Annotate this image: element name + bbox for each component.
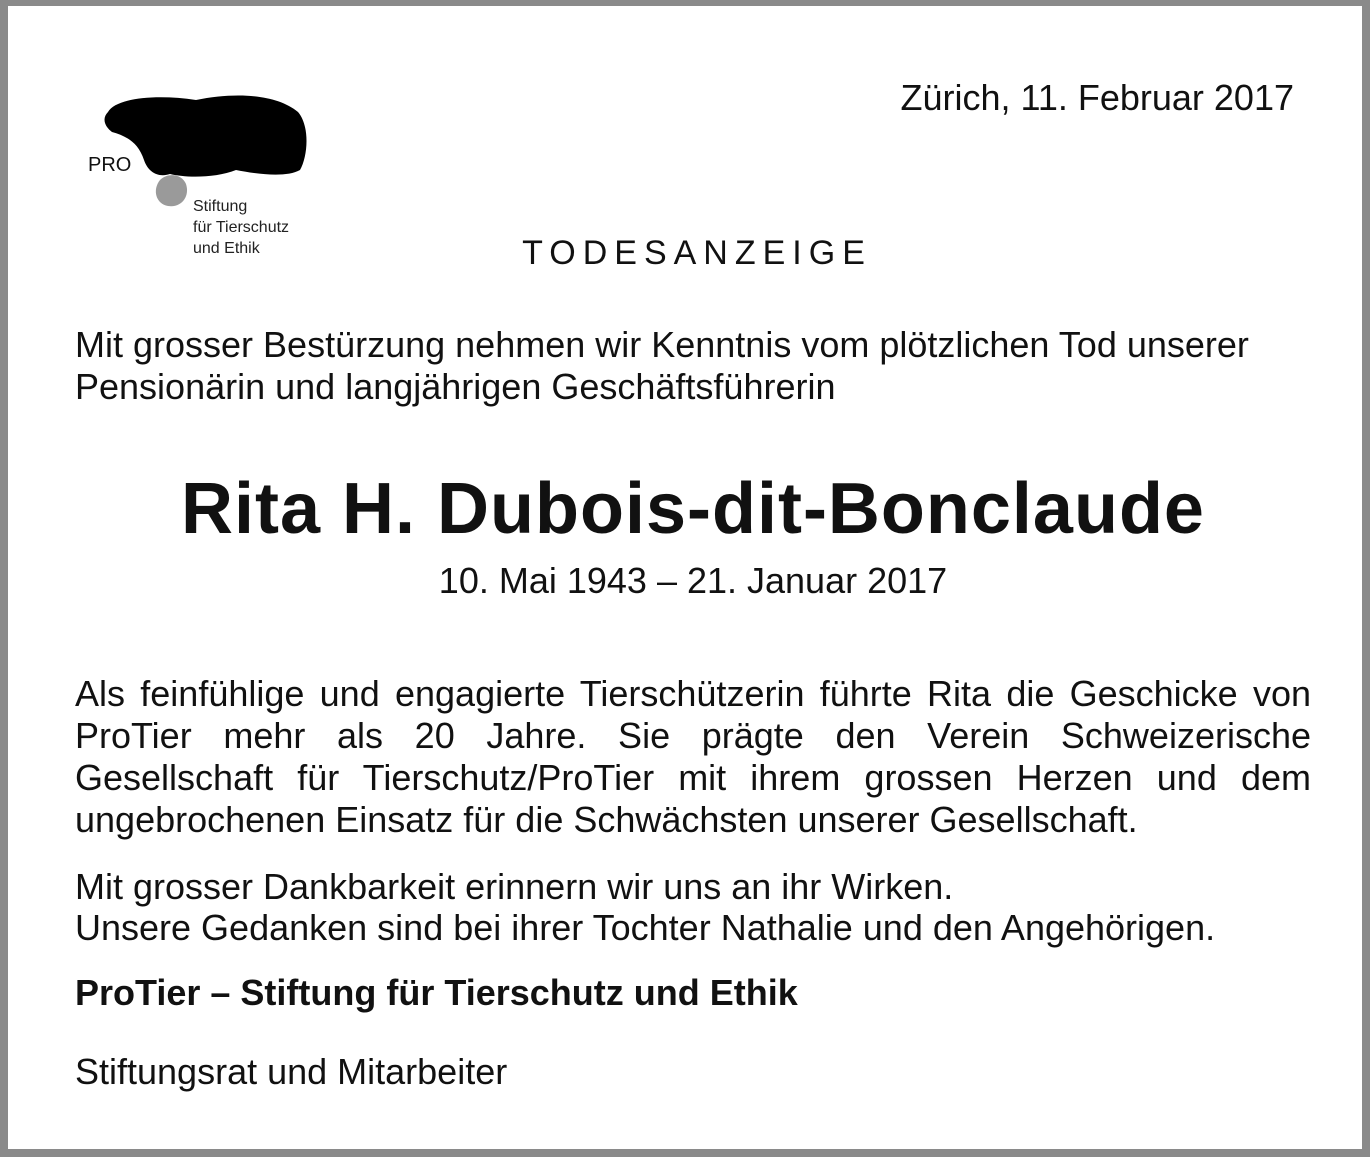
condolence-line-1: Mit grosser Dankbarkeit erinnern wir uns an ihr Wirken. bbox=[75, 866, 954, 907]
life-dates: 10. Mai 1943 – 21. Januar 2017 bbox=[438, 560, 948, 601]
tribute-paragraph: Als feinfühlige und engagierte Tierschützerin führte Rita die Geschicke von ProTier mehr als 20 Jahre. Sie prägte den Verein Schweizerische Gesellschaft für Tierschutz/ProTier mit ihrem grossen Herzen und dem ungebrochenen Einsatz für die Schwächsten unserer Gesellschaft. bbox=[75, 673, 1311, 840]
signatories: Stiftungsrat und Mitarbeiter bbox=[75, 1051, 508, 1092]
condolence-line-2: Unsere Gedanken sind bei ihrer Tochter Nathalie und den Angehörigen. bbox=[75, 907, 1216, 948]
logo-pro-text: PRO bbox=[88, 154, 132, 176]
organization-signoff: ProTier – Stiftung für Tierschutz und Ethik bbox=[75, 972, 798, 1013]
logo-subtitle: Stiftung für Tierschutz und Ethik bbox=[193, 198, 290, 257]
deceased-name: Rita H. Dubois-dit-Bonclaude bbox=[181, 469, 1205, 549]
intro-text: Mit grosser Bestürzung nehmen wir Kenntnis vom plötzlichen Tod unserer Pensionärin und langjährigen Geschäftsführerin bbox=[75, 324, 1249, 407]
condolence-paragraph bbox=[75, 866, 1315, 948]
place-and-date: Zürich, 11. Februar 2017 bbox=[900, 77, 1294, 118]
notice-heading: TODESANZEIGE bbox=[522, 234, 872, 272]
